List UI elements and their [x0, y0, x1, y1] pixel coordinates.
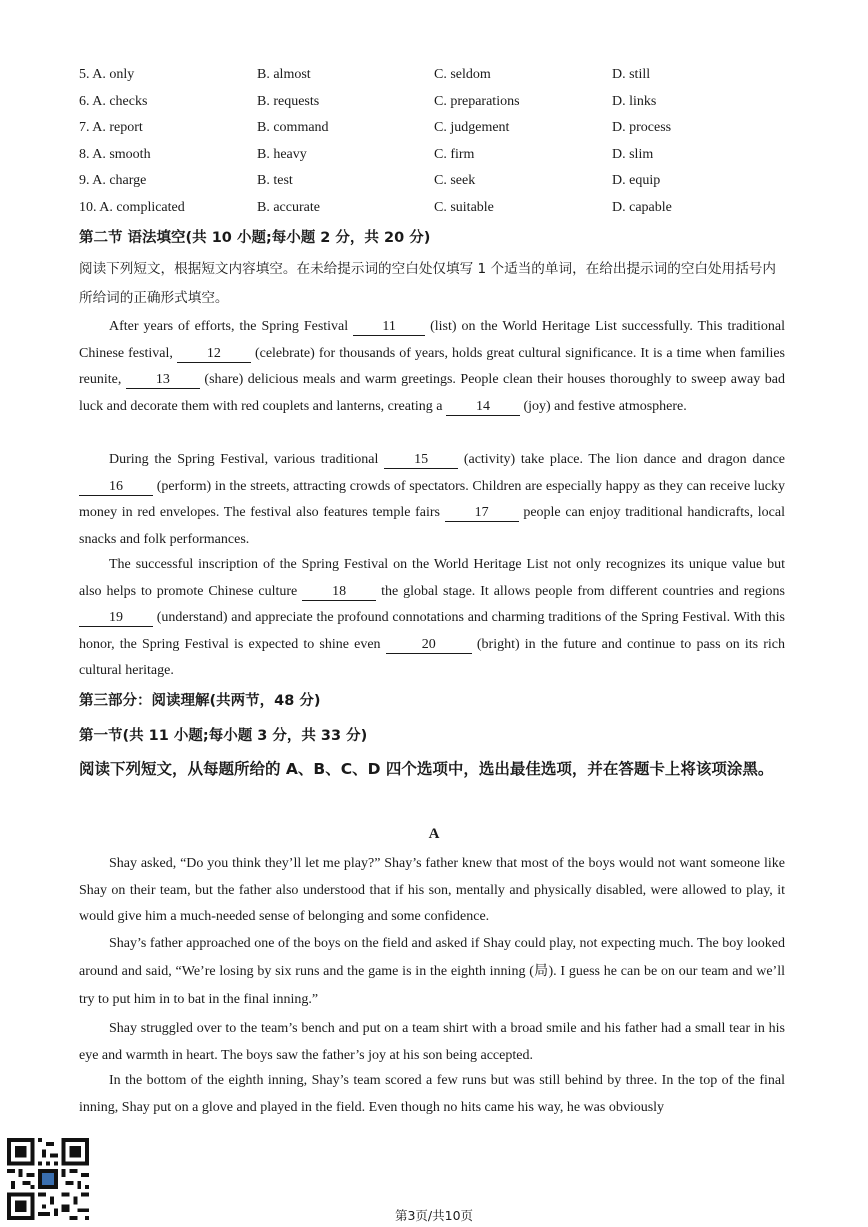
option-6a: 6. A. checks: [79, 94, 148, 109]
option-10d: D. capable: [612, 200, 672, 215]
options-row-6: [79, 89, 799, 115]
blank-14: 14: [446, 399, 520, 416]
blank-18: 18: [302, 584, 376, 601]
passage-a-paragraph-1: Shay asked, “Do you think they’ll let me play?” Shay’s father knew that most of the boys would not want someone like Shay on their team, but the father also understood that if his son, mentally and physically disabled, were allowed to play, it would give him a much-needed sense of belonging and some confidence.: [79, 856, 785, 924]
text-run: (joy) and festive atmosphere.: [519, 398, 687, 414]
option-9b: B. test: [257, 173, 293, 188]
passage-a-paragraph-4: In the bottom of the eighth inning, Shay’s team scored a few runs but was still behind by three. In the top of the final inning, Shay put on a glove and played in the field. Even though no hits came his way, he was obviously: [79, 1073, 785, 1115]
options-row-7: [79, 115, 799, 141]
option-8b: B. heavy: [257, 147, 307, 162]
option-6c: C. preparations: [434, 94, 520, 109]
option-9c: C. seek: [434, 173, 476, 188]
section2-instruction: 阅读下列短文，根据短文内容填空。在未给提示词的空白处仅填写 1 个适当的单词，在给出提示词的空白处用括号内所给词的正确形式填空。: [79, 261, 776, 306]
options-row-5: [79, 62, 799, 88]
option-7c: C. judgement: [434, 120, 510, 135]
grammar-paragraph-3: [79, 552, 785, 685]
text-run: After years of efforts, the Spring Festival: [109, 319, 354, 334]
blank-19: 19: [79, 610, 153, 627]
options-row-8: [79, 142, 799, 168]
option-9a: 9. A. charge: [79, 173, 147, 188]
option-10b: B. accurate: [257, 200, 320, 215]
text-run: (understand) and appreciate the profound connotations and charming traditions of the Spring Festival. With this honor, the Spring Festival is expected to shine even: [79, 610, 785, 652]
option-7a: 7. A. report: [79, 120, 143, 135]
blank-15: 15: [384, 452, 458, 469]
part3-instruction: 阅读下列短文，从每题所给的 A、B、C、D 四个选项中，选出最佳选项，并在答题卡上将该项涂黑。: [79, 760, 774, 778]
passage-a-paragraph-2: Shay’s father approached one of the boys on the field and asked if Shay could play, not expecting much. The boy looked around and said, “We’re losing by six runs and the game is in the eighth inning (局). I guess he can be on our team and we’ll try to put him in to bat in the final inning.”: [79, 936, 785, 1007]
text-run: (share) delicious meals and warm greetings. People clean their houses thoroughly to sweep away bad luck and decorate them with red couplets and lanterns, creating a: [79, 372, 785, 414]
option-8c: C. firm: [434, 147, 475, 162]
part3-heading: 第三部分：阅读理解(共两节，48 分): [79, 693, 321, 709]
passage-a-title: A: [428, 826, 440, 842]
text-run: the global stage. It allows people from different countries and regions: [376, 583, 786, 599]
options-row-9: [79, 168, 799, 194]
option-5d: D. still: [612, 67, 651, 82]
option-5b: B. almost: [257, 67, 311, 82]
option-7b: B. command: [257, 120, 329, 135]
text-run: (activity) take place. The lion dance and dragon dance: [458, 452, 786, 467]
text-run: (bright) in the future and continue to pass on its rich cultural heritage.: [79, 636, 786, 678]
blank-13: 13: [126, 372, 200, 389]
option-6d: D. links: [612, 94, 657, 109]
text-run: (perform) in the streets, attracting crowds of spectators. Children are especially happy as they can receive lucky money in red envelopes. The festival also features temple fairs: [79, 478, 785, 520]
blank-11: 11: [353, 319, 425, 336]
option-8d: D. slim: [612, 147, 654, 162]
grammar-paragraph-1: [79, 314, 785, 420]
option-5c: C. seldom: [434, 67, 491, 82]
text-run: (celebrate) for thousands of years, holds great cultural significance. It is a time when families reunite,: [79, 345, 786, 387]
text-run: During the Spring Festival, various traditional: [109, 452, 385, 467]
options-row-10: [79, 195, 799, 221]
text-run: (list) on the World Heritage List successfully. This traditional Chinese festival,: [79, 319, 785, 361]
option-9d: D. equip: [612, 173, 661, 188]
option-6b: B. requests: [257, 94, 320, 109]
blank-12: 12: [177, 346, 251, 363]
blank-16: 16: [79, 479, 153, 496]
grammar-paragraph-2: [79, 447, 785, 553]
passage-a-paragraph-3: Shay struggled over to the team’s bench and put on a team shirt with a broad smile and his father had a small tear in his eye and warmth in heart. The boys saw the father’s joy at his son being accepted.: [79, 1021, 785, 1063]
section2-heading: 第二节 语法填空(共 10 小题;每小题 2 分，共 20 分): [79, 230, 431, 246]
page-number: 第3页/共10页: [394, 1208, 474, 1223]
text-run: people can enjoy traditional handicrafts, local snacks and folk performances.: [79, 505, 785, 547]
option-10a: 10. A. complicated: [79, 200, 185, 215]
part3-section1-heading: 第一节(共 11 小题;每小题 3 分，共 33 分): [79, 728, 368, 744]
blank-17: 17: [445, 505, 519, 522]
option-10c: C. suitable: [434, 200, 494, 215]
option-8a: 8. A. smooth: [79, 147, 151, 162]
blank-20: 20: [386, 637, 472, 654]
option-5a: 5. A. only: [79, 67, 135, 82]
text-run: The successful inscription of the Spring Festival on the World Heritage List not only recognizes its unique value but also helps to promote Chinese culture: [79, 557, 785, 599]
option-7d: D. process: [612, 120, 672, 135]
